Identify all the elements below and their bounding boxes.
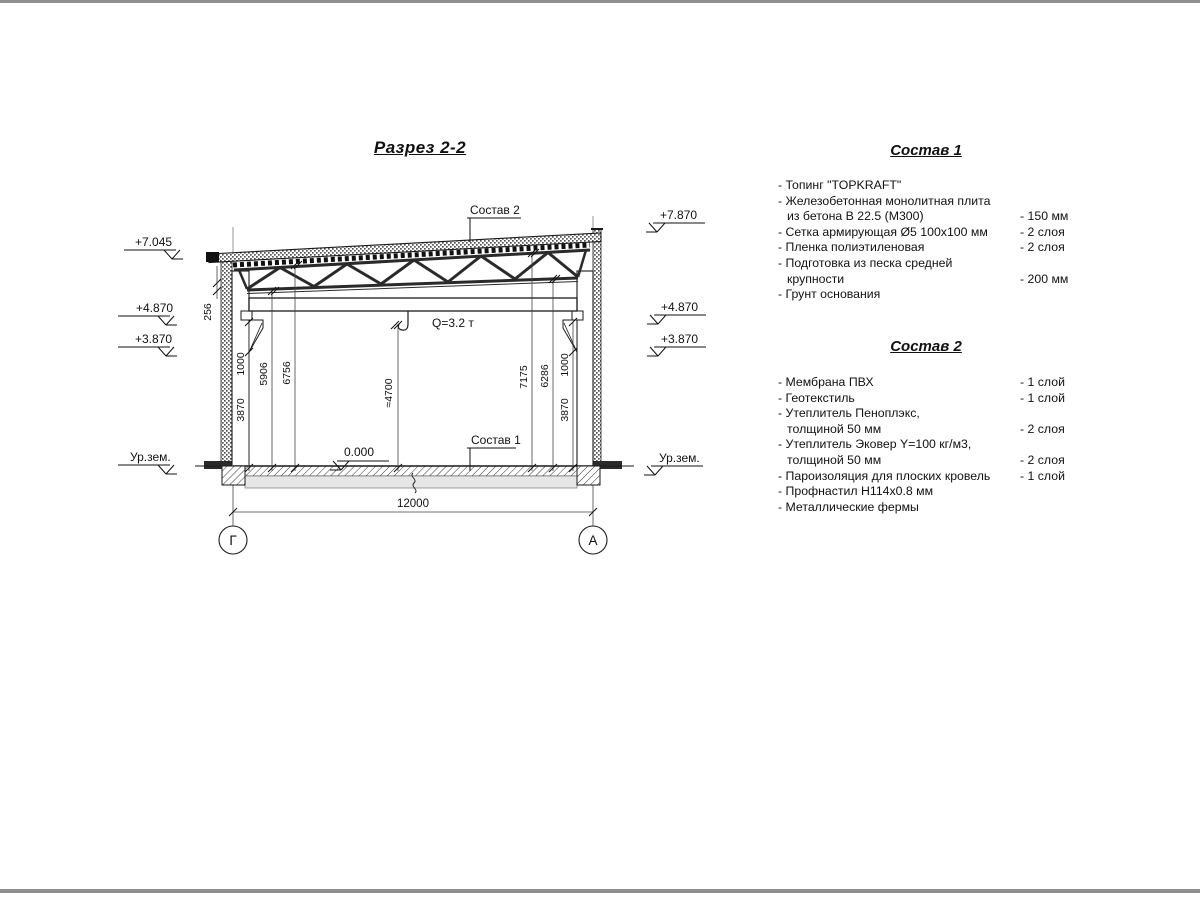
- spec-line: - Топинг "TOPKRAFT": [778, 178, 1086, 194]
- right-footing: [577, 466, 600, 485]
- spec-line: толщиной 50 мм - 2 слоя: [778, 422, 1086, 438]
- roof-edge-cap: [206, 252, 219, 262]
- dim-5906: 5906: [258, 362, 270, 386]
- spec-line-value: - 1 слой: [1020, 390, 1065, 405]
- spec-line-value: [1020, 500, 1086, 516]
- spec-line: крупности - 200 мм: [778, 272, 1086, 288]
- sostav1-callout: Состав 1: [471, 433, 521, 447]
- dim-6286: 6286: [539, 364, 551, 388]
- spec-line-value: - 1 слой: [1020, 468, 1065, 483]
- spec-line: - Профнастил Н114х0.8 мм: [778, 484, 1086, 500]
- dim-1000-left: 1000: [235, 352, 247, 376]
- dim-12000: 12000: [397, 498, 429, 510]
- axis-letter-left: Г: [229, 533, 237, 548]
- spec-line: - Подготовка из песка средней: [778, 256, 1086, 272]
- crane-hook-icon: [398, 311, 408, 330]
- left-wall: [204, 261, 233, 469]
- dim-3870-left: 3870: [235, 398, 247, 422]
- spec-line-value: [1020, 194, 1086, 210]
- spec-line-value: - 200 мм: [1020, 271, 1069, 286]
- spec1-list: [778, 178, 1086, 303]
- dim-7175: 7175: [518, 365, 530, 389]
- spec-line: - Сетка армирующая Ø5 100х100 мм - 2 слоя: [778, 225, 1086, 241]
- sostav2-callout: Состав 2: [470, 203, 520, 217]
- ground-level-left: Ур.зем.: [130, 450, 171, 464]
- axis-letter-right: А: [588, 533, 598, 548]
- right-wall: [591, 229, 622, 469]
- dim-256: 256: [202, 303, 214, 321]
- spec-line: - Металлические фермы: [778, 500, 1086, 516]
- spec-line-value: [1020, 437, 1086, 453]
- elev-right-mid: +4.870: [661, 300, 699, 314]
- spec-line-value: [1020, 406, 1086, 422]
- spec-line: из бетона В 22.5 (М300) - 150 мм: [778, 209, 1086, 225]
- left-footing: [222, 466, 245, 485]
- crane-capacity-label: Q=3.2 т: [432, 316, 474, 330]
- elev-left-top: +7.045: [135, 235, 173, 249]
- dim-1000-right: 1000: [559, 353, 571, 377]
- dim-4700: ≈4700: [383, 378, 395, 408]
- spec-line-value: - 2 слоя: [1020, 452, 1065, 467]
- section-drawing: [0, 0, 760, 600]
- spec-line: - Железобетонная монолитная плита: [778, 194, 1086, 210]
- section-title: Разрез 2-2: [373, 138, 467, 157]
- spec-line: - Грунт основания: [778, 287, 1086, 303]
- elev-left-mid: +4.870: [136, 301, 174, 315]
- spec-line-value: [1020, 178, 1086, 194]
- zero-level-label: 0.000: [344, 445, 375, 459]
- spec2-list: [778, 375, 1086, 515]
- spec-line: - Мембрана ПВХ - 1 слой: [778, 375, 1086, 391]
- spec-line-value: - 2 слоя: [1020, 421, 1065, 436]
- spec-line-value: [1020, 484, 1086, 500]
- spec-line-value: - 150 мм: [1020, 209, 1069, 224]
- spec-line: - Утеплитель Эковер Y=100 кг/м3,: [778, 437, 1086, 453]
- floor-slab: [195, 466, 634, 493]
- spec-line: - Геотекстиль - 1 слой: [778, 391, 1086, 407]
- ground-level-right: Ур.зем.: [659, 451, 700, 465]
- page-bottom-rule: [0, 889, 1200, 893]
- spec-line: - Утеплитель Пеноплэкс,: [778, 406, 1086, 422]
- crane-beam: [249, 298, 577, 330]
- dim-6756: 6756: [281, 361, 293, 385]
- spec-line-value: [1020, 287, 1086, 303]
- spec-line: толщиной 50 мм - 2 слоя: [778, 453, 1086, 469]
- spec-line: - Пароизоляция для плоских кровель - 1 слой: [778, 469, 1086, 485]
- elev-left-low: +3.870: [135, 332, 173, 346]
- spec-line-value: - 2 слоя: [1020, 224, 1065, 239]
- elev-right-low: +3.870: [661, 332, 699, 346]
- elev-right-top: +7.870: [660, 208, 698, 222]
- dim-3870-right: 3870: [559, 398, 571, 422]
- spec-line-value: - 2 слоя: [1020, 240, 1065, 255]
- spec-line-value: [1020, 256, 1086, 272]
- spec-line: - Пленка полиэтиленовая - 2 слоя: [778, 240, 1086, 256]
- span-dimension: [229, 498, 597, 516]
- spec-line-value: - 1 слой: [1020, 375, 1065, 389]
- spec1-heading: Состав 1: [890, 142, 962, 159]
- spec2-heading: Состав 2: [890, 338, 962, 355]
